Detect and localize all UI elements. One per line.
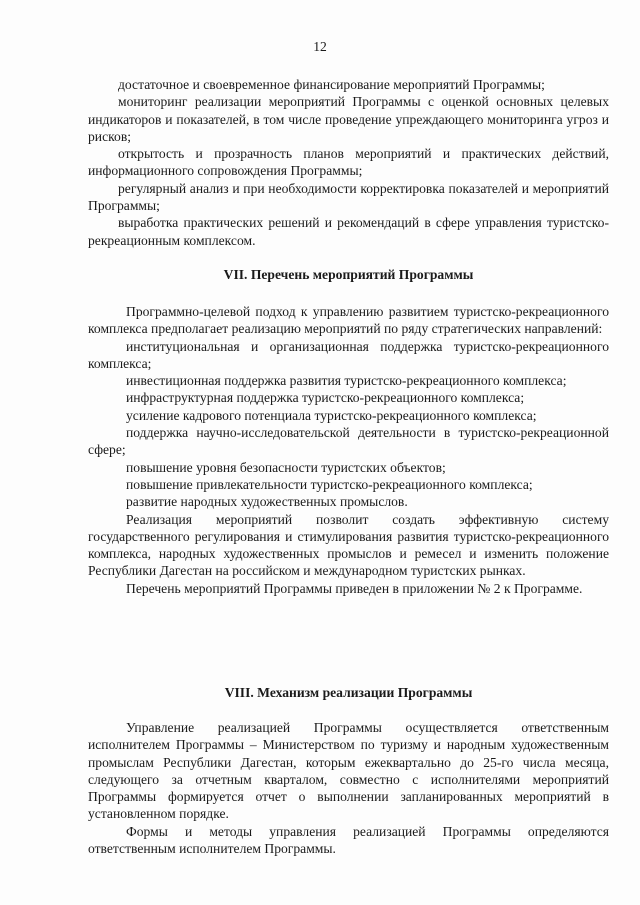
section-7-body xyxy=(88,303,609,597)
section-heading-8: VIII. Механизм реализации Программы xyxy=(224,685,473,700)
paragraph: Программно-целевой подход к управлению развитием туристско-рекреационного комплекса предполагает реализацию мероприятий по ряду стратегических направлений: xyxy=(88,304,609,337)
list-item: повышение привлекательности туристско-рекреационного комплекса; xyxy=(126,476,533,492)
list-item: поддержка научно-исследовательской деятельности в туристско-рекреационной сфере; xyxy=(88,425,609,458)
page-number: 12 xyxy=(313,39,327,54)
list-item: развитие народных художественных промыслов. xyxy=(126,494,408,510)
paragraph: достаточное и своевременное финансирование мероприятий Программы; xyxy=(118,77,545,92)
paragraph: регулярный анализ и при необходимости корректировка показателей и мероприятий Программы; xyxy=(88,180,609,214)
paragraph: Перечень мероприятий Программы приведен в приложении № 2 к Программе. xyxy=(126,580,583,596)
list-item: инвестиционная поддержка развития туристско-рекреационного комплекса; xyxy=(126,373,567,389)
paragraph: выработка практических решений и рекомендаций в сфере управления туристско-рекреационным комплексом. xyxy=(88,215,609,248)
paragraph: мониторинг реализации мероприятий Программы с оценкой основных целевых индикаторов и показателей, в том числе проведение упреждающего мониторинга угроз и рисков; xyxy=(88,94,609,144)
paragraph: открытость и прозрачность планов мероприятий и практических действий, информационного сопровождения Программы; xyxy=(88,146,609,179)
section-8-body xyxy=(88,719,609,857)
list-item: инфраструктурная поддержка туристско-рекреационного комплекса; xyxy=(126,390,525,406)
paragraph: Управление реализацией Программы осуществляется ответственным исполнителем Программы – Министерством по туризму и народным художественным промыслам Республики Дагестан, которым ежеквартально до 25-го числа месяца, следующего за отчетным кварталом, совместно с исполнителями мероприятий Программы формируется отчет о выполнении запланированных мероприятий в установленном порядке. xyxy=(88,720,609,822)
section-heading-7: VII. Перечень мероприятий Программы xyxy=(223,267,474,282)
intro-section xyxy=(88,76,609,249)
list-item: усиление кадрового потенциала туристско-рекреационного комплекса; xyxy=(126,407,537,423)
list-item: повышение уровня безопасности туристских объектов; xyxy=(126,459,446,475)
list-item: институциональная и организационная поддержка туристско-рекреационного комплекса; xyxy=(88,338,609,371)
paragraph: Формы и методы управления реализацией Программы определяются ответственным исполнителем Программы. xyxy=(88,823,609,857)
paragraph: Реализация мероприятий позволит создать эффективную систему государственного регулирования и стимулирования развития туристско-рекреационного комплекса, народных художественных промыслов и ремесел и изменить положение Республики Дагестан на российском и международном туристских рынках. xyxy=(88,511,609,579)
